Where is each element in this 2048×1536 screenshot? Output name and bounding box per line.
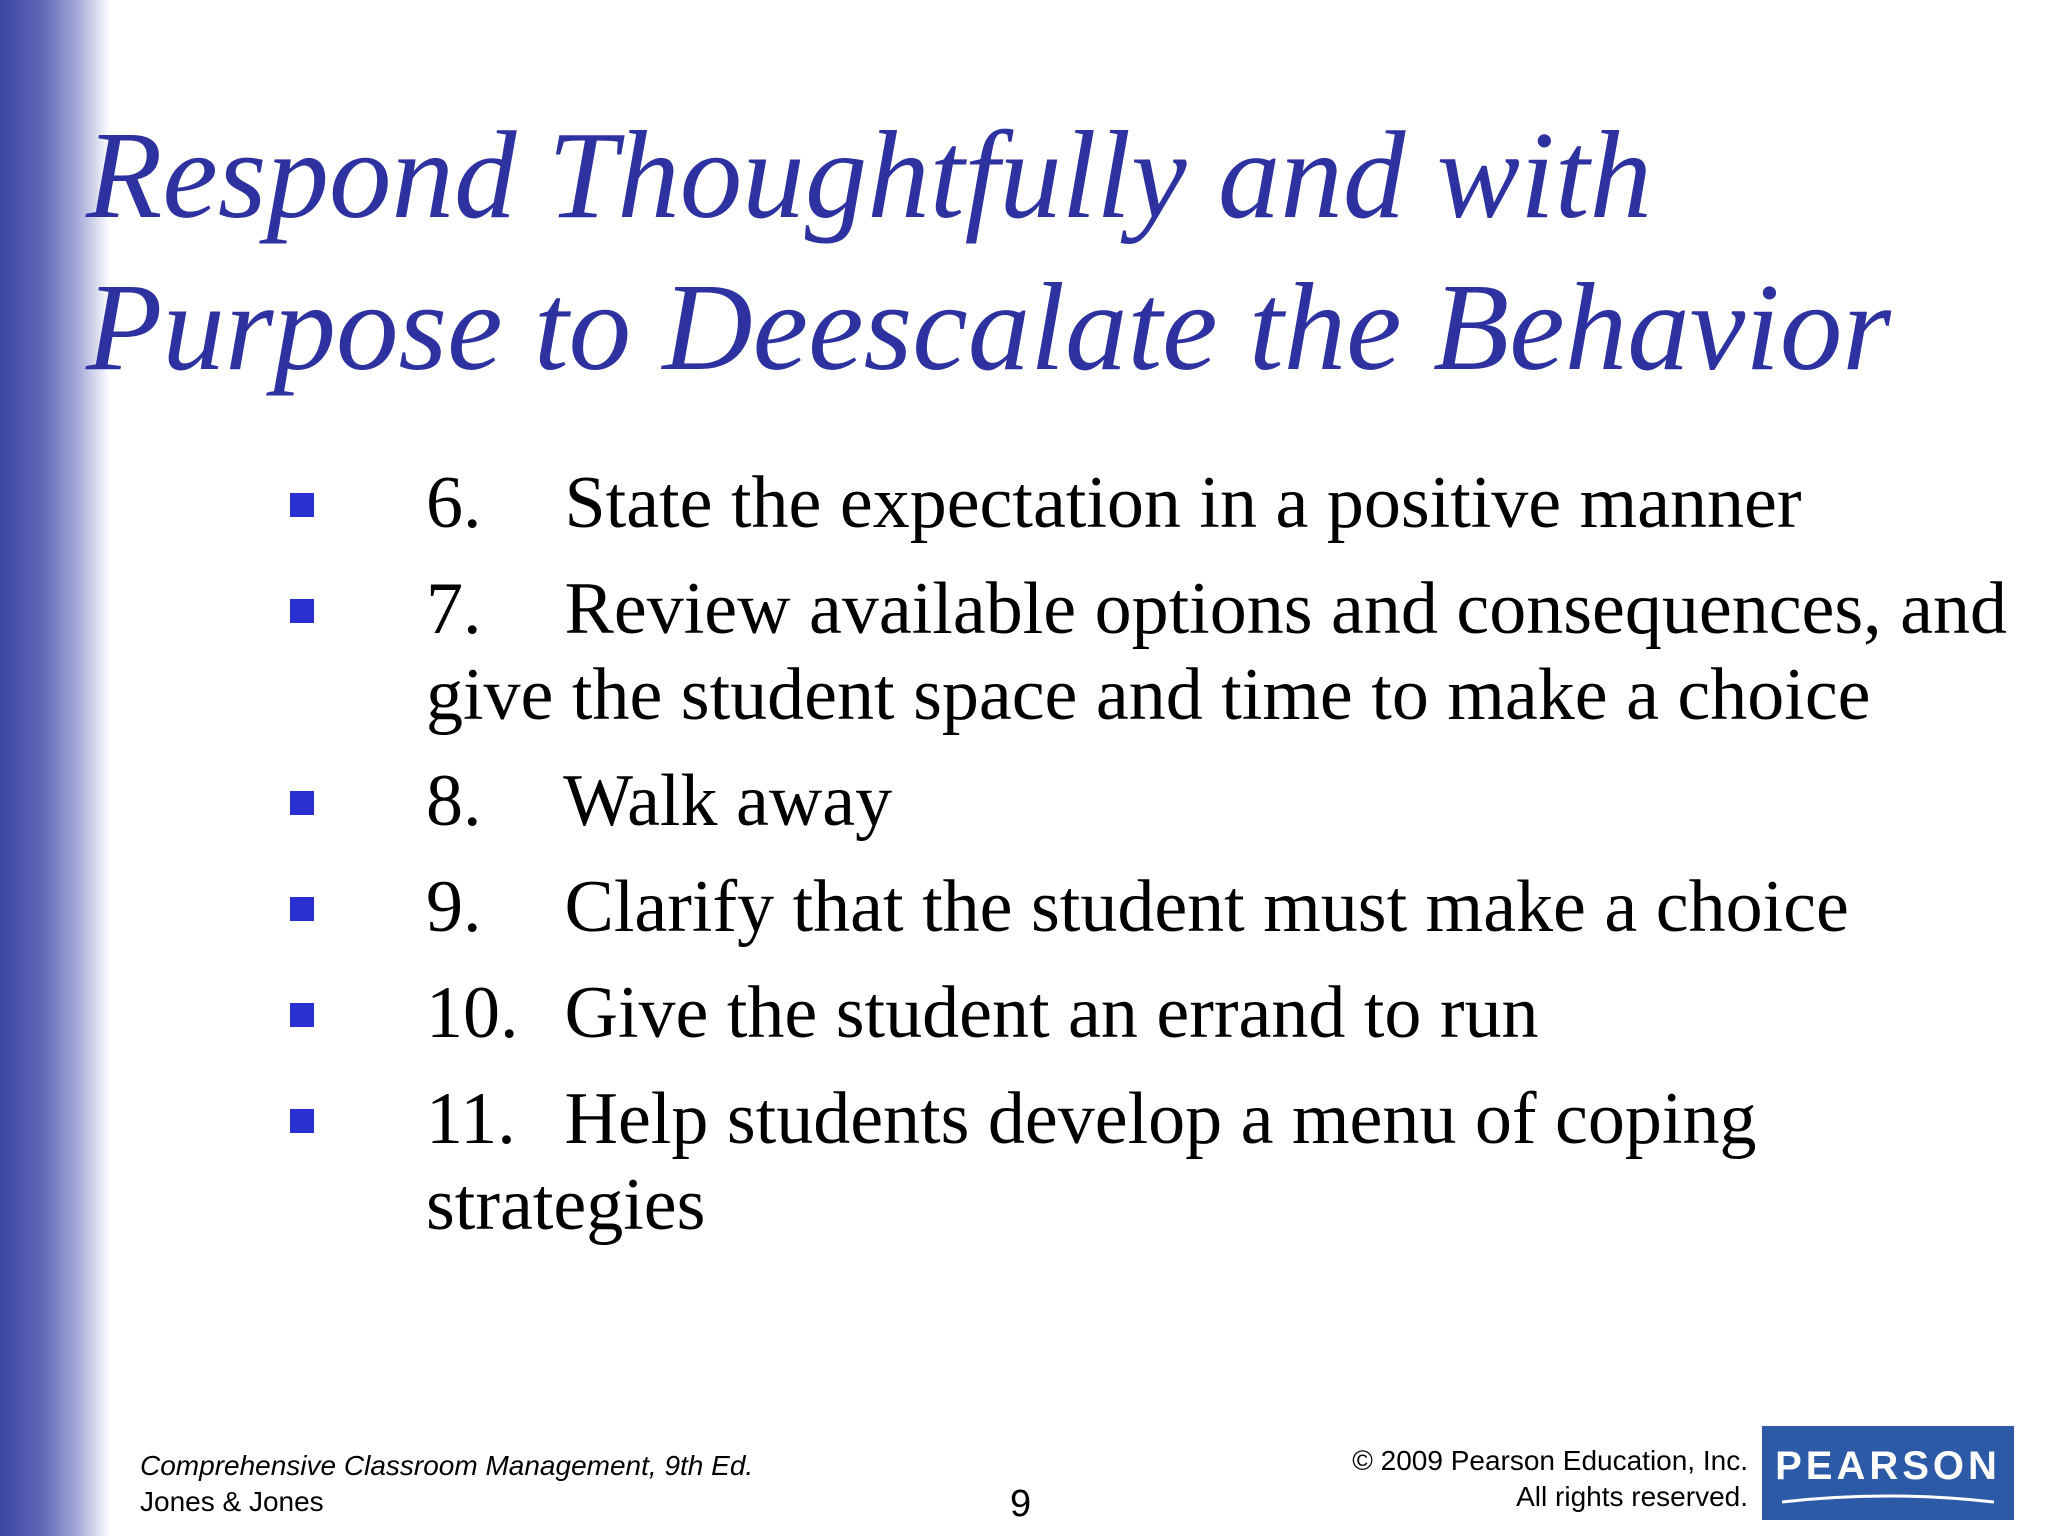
list-item	[290, 566, 2010, 738]
copyright-notice	[1352, 1443, 1748, 1515]
square-bullet-icon	[290, 1003, 314, 1027]
logo-text: PEARSON	[1775, 1444, 2001, 1488]
square-bullet-icon	[290, 599, 314, 623]
pearson-logo	[1762, 1426, 2014, 1520]
bullet-list	[290, 460, 2010, 1268]
square-bullet-icon	[290, 1109, 314, 1133]
item-text: Review available options and consequences, and give the student space and time to make a choice	[426, 568, 2008, 736]
item-text: Walk away	[563, 760, 893, 842]
slide-title	[86, 100, 1986, 404]
copyright-line-2: All rights reserved.	[1516, 1481, 1748, 1512]
item-text: State the expectation in a positive manner	[564, 462, 1802, 544]
book-authors: Jones & Jones	[140, 1486, 324, 1517]
slide-title-line-1: Respond Thoughtfully and with	[86, 107, 1652, 245]
item-number: 11.	[426, 1078, 516, 1160]
item-text: Clarify that the student must make a choice	[564, 866, 1849, 948]
list-item	[290, 758, 2010, 844]
item-number: 9.	[426, 866, 482, 948]
slide-title-line-2: Purpose to Deescalate the Behavior	[86, 259, 1892, 397]
list-item	[290, 1076, 2010, 1248]
item-number: 10.	[426, 972, 519, 1054]
item-number: 7.	[426, 568, 482, 650]
book-title: Comprehensive Classroom Management, 9th Ed.	[140, 1450, 754, 1481]
page-number: 9	[1010, 1483, 1032, 1525]
item-number: 6.	[426, 462, 482, 544]
square-bullet-icon	[290, 493, 314, 517]
item-text: Give the student an errand to run	[564, 972, 1539, 1054]
logo-swoosh-icon	[1762, 1488, 2014, 1512]
copyright-line-1: © 2009 Pearson Education, Inc.	[1352, 1445, 1748, 1476]
square-bullet-icon	[290, 897, 314, 921]
item-text: Help students develop a menu of coping strategies	[426, 1078, 1757, 1246]
item-number: 8.	[426, 760, 482, 842]
list-item	[290, 864, 2010, 950]
footer-citation	[140, 1448, 753, 1520]
list-item	[290, 460, 2010, 546]
square-bullet-icon	[290, 791, 314, 815]
list-item	[290, 970, 2010, 1056]
